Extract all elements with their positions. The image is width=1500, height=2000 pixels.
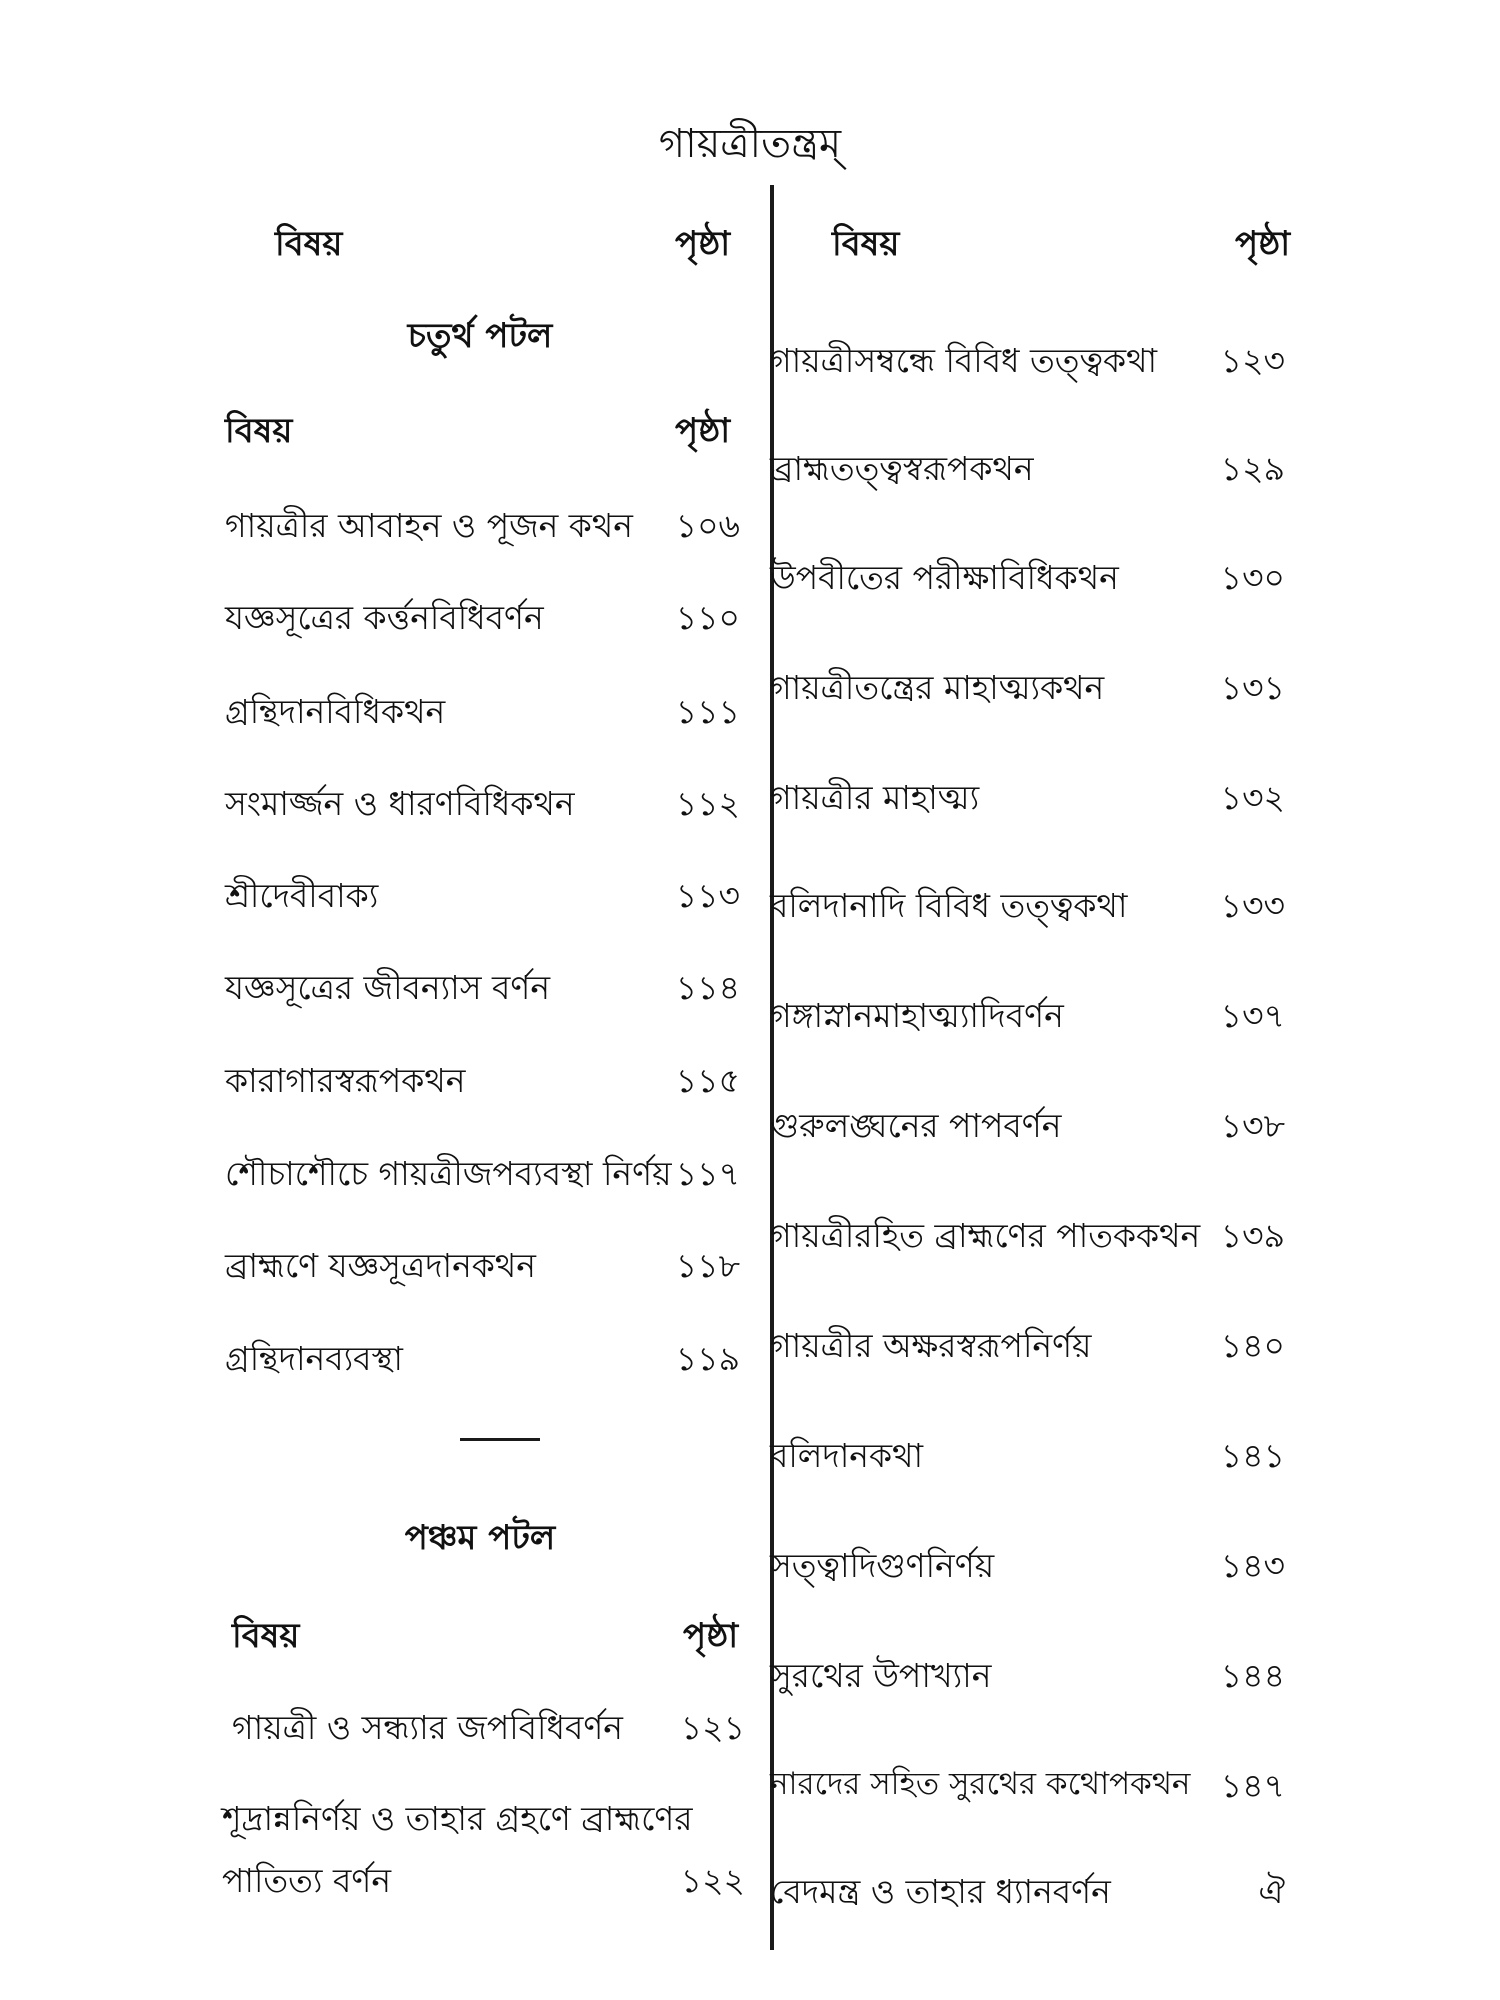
toc-entry-page: ১৩৩: [1220, 886, 1285, 925]
section-5-header-subject: বিষয়: [232, 1616, 300, 1656]
toc-entry-title: গায়ত্রীসম্বন্ধে বিবিধ তত্ত্বকথা: [770, 341, 1158, 380]
toc-entry-title: ব্রাহ্মতত্ত্বস্বরূপকথন: [770, 449, 1034, 488]
toc-entry-page: ১১২: [675, 784, 740, 823]
toc-entry-page: ১১০: [675, 598, 740, 637]
section-separator: [460, 1438, 540, 1441]
toc-entry-page: ১৩৮: [1220, 1106, 1285, 1145]
toc-entry-page: ১২২: [680, 1861, 745, 1900]
toc-entry-title: সুরথের উপাখ্যান: [770, 1656, 992, 1695]
toc-entry-page: ১১৭: [675, 1154, 740, 1193]
toc-entry-title: গায়ত্রীর মাহাত্ম্য: [770, 778, 980, 817]
toc-entry-page: ১১৩: [675, 876, 740, 915]
toc-entry-page: ১৪০: [1220, 1326, 1285, 1365]
toc-entry-page: ১১৯: [675, 1339, 740, 1378]
toc-entry-page: ১৩০: [1220, 558, 1285, 597]
section-4-header-page: পৃষ্ঠা: [675, 411, 731, 451]
toc-entry-title: যজ্ঞসূত্রের কর্ত্তনবিধিবর্ণন: [225, 598, 544, 637]
section-title-chapter-5: পঞ্চম পটল: [404, 1518, 556, 1558]
toc-entry-page: ১১৮: [675, 1246, 740, 1285]
toc-entry-title: সংমার্জ্জন ও ধারণবিধিকথন: [225, 784, 575, 823]
toc-entry-title: গঙ্গাস্নানমাহাত্ম্যাদিবর্ণন: [770, 996, 1064, 1035]
toc-entry-title: কারাগারস্বরূপকথন: [225, 1061, 466, 1100]
toc-entry-title: শৌচাশৌচে গায়ত্রীজপব্যবস্থা নির্ণয়: [225, 1154, 672, 1193]
toc-entry-title: গায়ত্রীতন্ত্রের মাহাত্ম্যকথন: [770, 668, 1105, 707]
toc-entry-page: ১১১: [675, 692, 740, 731]
toc-entry-title: সত্ত্বাদিগুণনির্ণয়: [770, 1546, 995, 1585]
left-header-page: পৃষ্ঠা: [675, 224, 731, 264]
toc-entry-page: ১৩৯: [1220, 1216, 1285, 1255]
toc-entry-page: ১৩২: [1220, 778, 1285, 817]
toc-entry-page: ১১৪: [675, 968, 740, 1007]
right-header-page: পৃষ্ঠা: [1235, 224, 1291, 264]
section-5-header-page: পৃষ্ঠা: [683, 1616, 739, 1656]
toc-entry-title: যজ্ঞসূত্রের জীবন্যাস বর্ণন: [225, 968, 551, 1007]
page-title: গায়ত্রীতন্ত্রম্: [658, 121, 842, 167]
right-header-subject: বিষয়: [832, 224, 900, 264]
toc-entry-page: ১০৬: [675, 506, 740, 545]
toc-entry-page: ১৩১: [1220, 668, 1285, 707]
toc-entry-title: শূদ্রান্ননির্ণয় ও তাহার গ্রহণে ব্রাহ্মণের: [222, 1799, 693, 1838]
toc-entry-page: ১৩৭: [1220, 996, 1285, 1035]
toc-entry-title: বলিদানাদি বিবিধ তত্ত্বকথা: [770, 886, 1128, 925]
toc-entry-title: ব্রাহ্মণে যজ্ঞসূত্রদানকথন: [225, 1246, 536, 1285]
toc-entry-title: নারদের সহিত সুরথের কথোপকথন: [770, 1766, 1191, 1802]
toc-entry-title: বেদমন্ত্র ও তাহার ধ্যানবর্ণন: [770, 1872, 1111, 1911]
toc-entry-title: গ্রন্থিদানব্যবস্থা: [225, 1339, 403, 1378]
toc-entry-title: উপবীতের পরীক্ষাবিধিকথন: [770, 558, 1119, 597]
toc-entry-title: পাতিত্য বর্ণন: [222, 1861, 392, 1900]
toc-entry-page: ঐ: [1258, 1872, 1285, 1911]
toc-entry-title: গায়ত্রীর আবাহন ও পূজন কথন: [225, 506, 633, 545]
toc-entry-title: গুরুলঙ্ঘনের পাপবর্ণন: [770, 1106, 1062, 1145]
toc-entry-page: ১৪৩: [1220, 1546, 1285, 1585]
toc-entry-title: গায়ত্রী ও সন্ধ্যার জপবিধিবর্ণন: [232, 1708, 623, 1747]
toc-entry-title: বলিদানকথা: [770, 1436, 924, 1475]
toc-entry-page: ১৪১: [1220, 1436, 1285, 1475]
toc-entry-page: ১৪৭: [1220, 1766, 1285, 1805]
toc-entry-title: গায়ত্রীর অক্ষরস্বরূপনির্ণয়: [770, 1326, 1092, 1365]
section-4-header-subject: বিষয়: [225, 411, 293, 451]
section-title-chapter-4: চতুর্থ পটল: [407, 316, 553, 356]
toc-entry-page: ১৪৪: [1220, 1656, 1285, 1695]
left-header-subject: বিষয়: [275, 224, 343, 264]
toc-entry-title: গায়ত্রীরহিত ব্রাহ্মণের পাতককথন: [770, 1216, 1201, 1255]
toc-entry-page: ১২১: [680, 1708, 745, 1747]
toc-entry-page: ১২৩: [1220, 341, 1285, 380]
toc-entry-title: শ্রীদেবীবাক্য: [225, 876, 379, 915]
toc-entry-title: গ্রন্থিদানবিধিকথন: [225, 692, 446, 731]
toc-entry-page: ১২৯: [1220, 449, 1285, 488]
toc-entry-page: ১১৫: [675, 1061, 740, 1100]
